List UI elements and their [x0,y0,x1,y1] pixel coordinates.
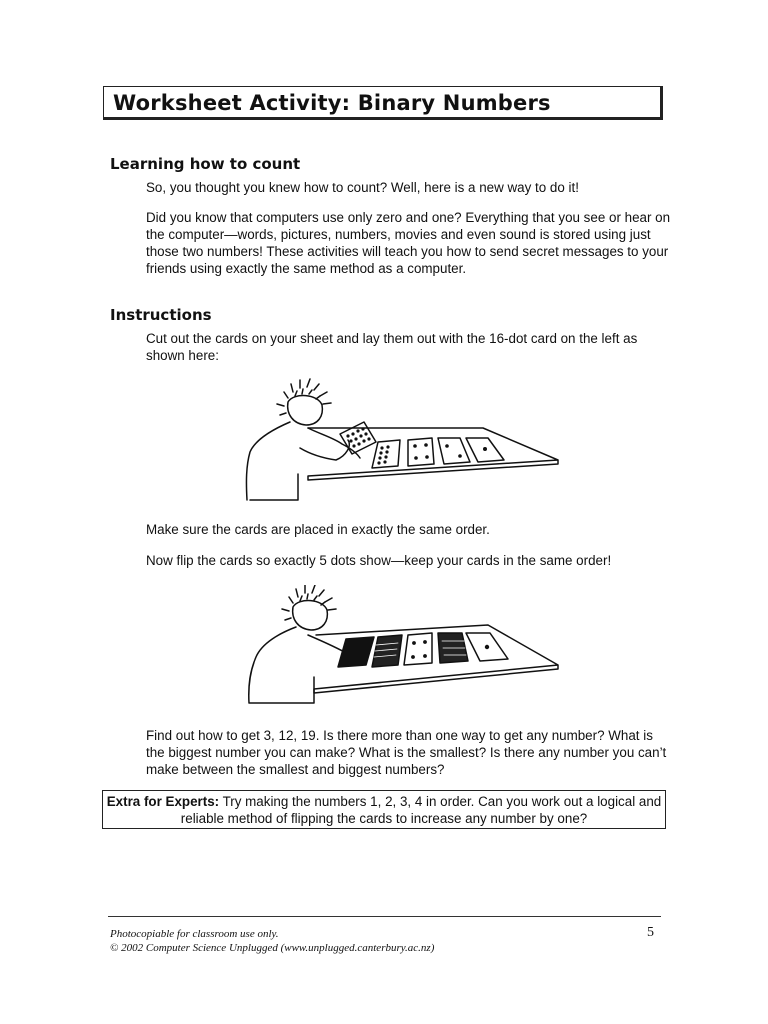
heading-learning: Learning how to count [110,155,301,173]
card-flipped-2 [438,633,468,663]
footer [110,927,434,955]
card-8-dots [372,440,400,468]
paragraph-questions [146,727,671,778]
cut-out-text: Cut out the cards on your sheet and lay them out with the 16-dot card on the left as shown here: [146,331,638,363]
card-1-dot [466,633,508,661]
extra-for-experts-box [102,790,666,829]
held-card [340,422,376,454]
page-title: Worksheet Activity: Binary Numbers [113,91,551,115]
page-number: 5 [647,925,654,940]
card-flipped-8 [372,635,402,667]
paragraph-cut-out [146,330,671,364]
title-box [103,86,663,120]
extra-text: Try making the numbers 1, 2, 3, 4 in order. Can you work out a logical and reliable method of flipping the cards to increase any number by one? [180,794,662,826]
card-4-dots [408,438,434,466]
same-order-text: Make sure the cards are placed in exactly the same order. [146,522,490,537]
card-1-dot [466,438,504,462]
paragraph-computers [146,209,671,277]
paragraph-intro [146,179,671,196]
illustration-laying-cards [238,378,563,504]
child-body [249,627,314,703]
paragraph-flip [146,552,671,569]
computers-text: Did you know that computers use only zero and one? Everything that you see or hear on the computer—words, pictures, numbers, movies and even sound is stored using just those two numbers! These activities will teach you how to send secret messages to your friends using exactly the same method as a computer. [146,210,671,276]
footer-photocopy-note: Photocopiable for classroom use only. [110,928,279,940]
card-4-dots [404,633,432,665]
flip-text: Now flip the cards so exactly 5 dots show—keep your cards in the same order! [146,553,612,568]
heading-instructions: Instructions [110,306,212,324]
footer-divider [108,916,661,917]
child-body [246,422,349,500]
paragraph-same-order [146,521,671,538]
child-head [288,396,323,425]
footer-copyright: © 2002 Computer Science Unplugged (www.unplugged.canterbury.ac.nz) [110,942,435,954]
intro-text: So, you thought you knew how to count? Well, here is a new way to do it! [146,180,579,195]
questions-text: Find out how to get 3, 12, 19. Is there more than one way to get any number? What is the biggest number you can make? What is the smallest? Is there any number you can’t make between the smallest and biggest numbers? [146,728,667,777]
card-2-dots [438,438,470,464]
card-flipped-16 [338,637,374,667]
extra-label: Extra for Experts: [106,794,220,809]
illustration-flipping-cards [238,585,563,710]
